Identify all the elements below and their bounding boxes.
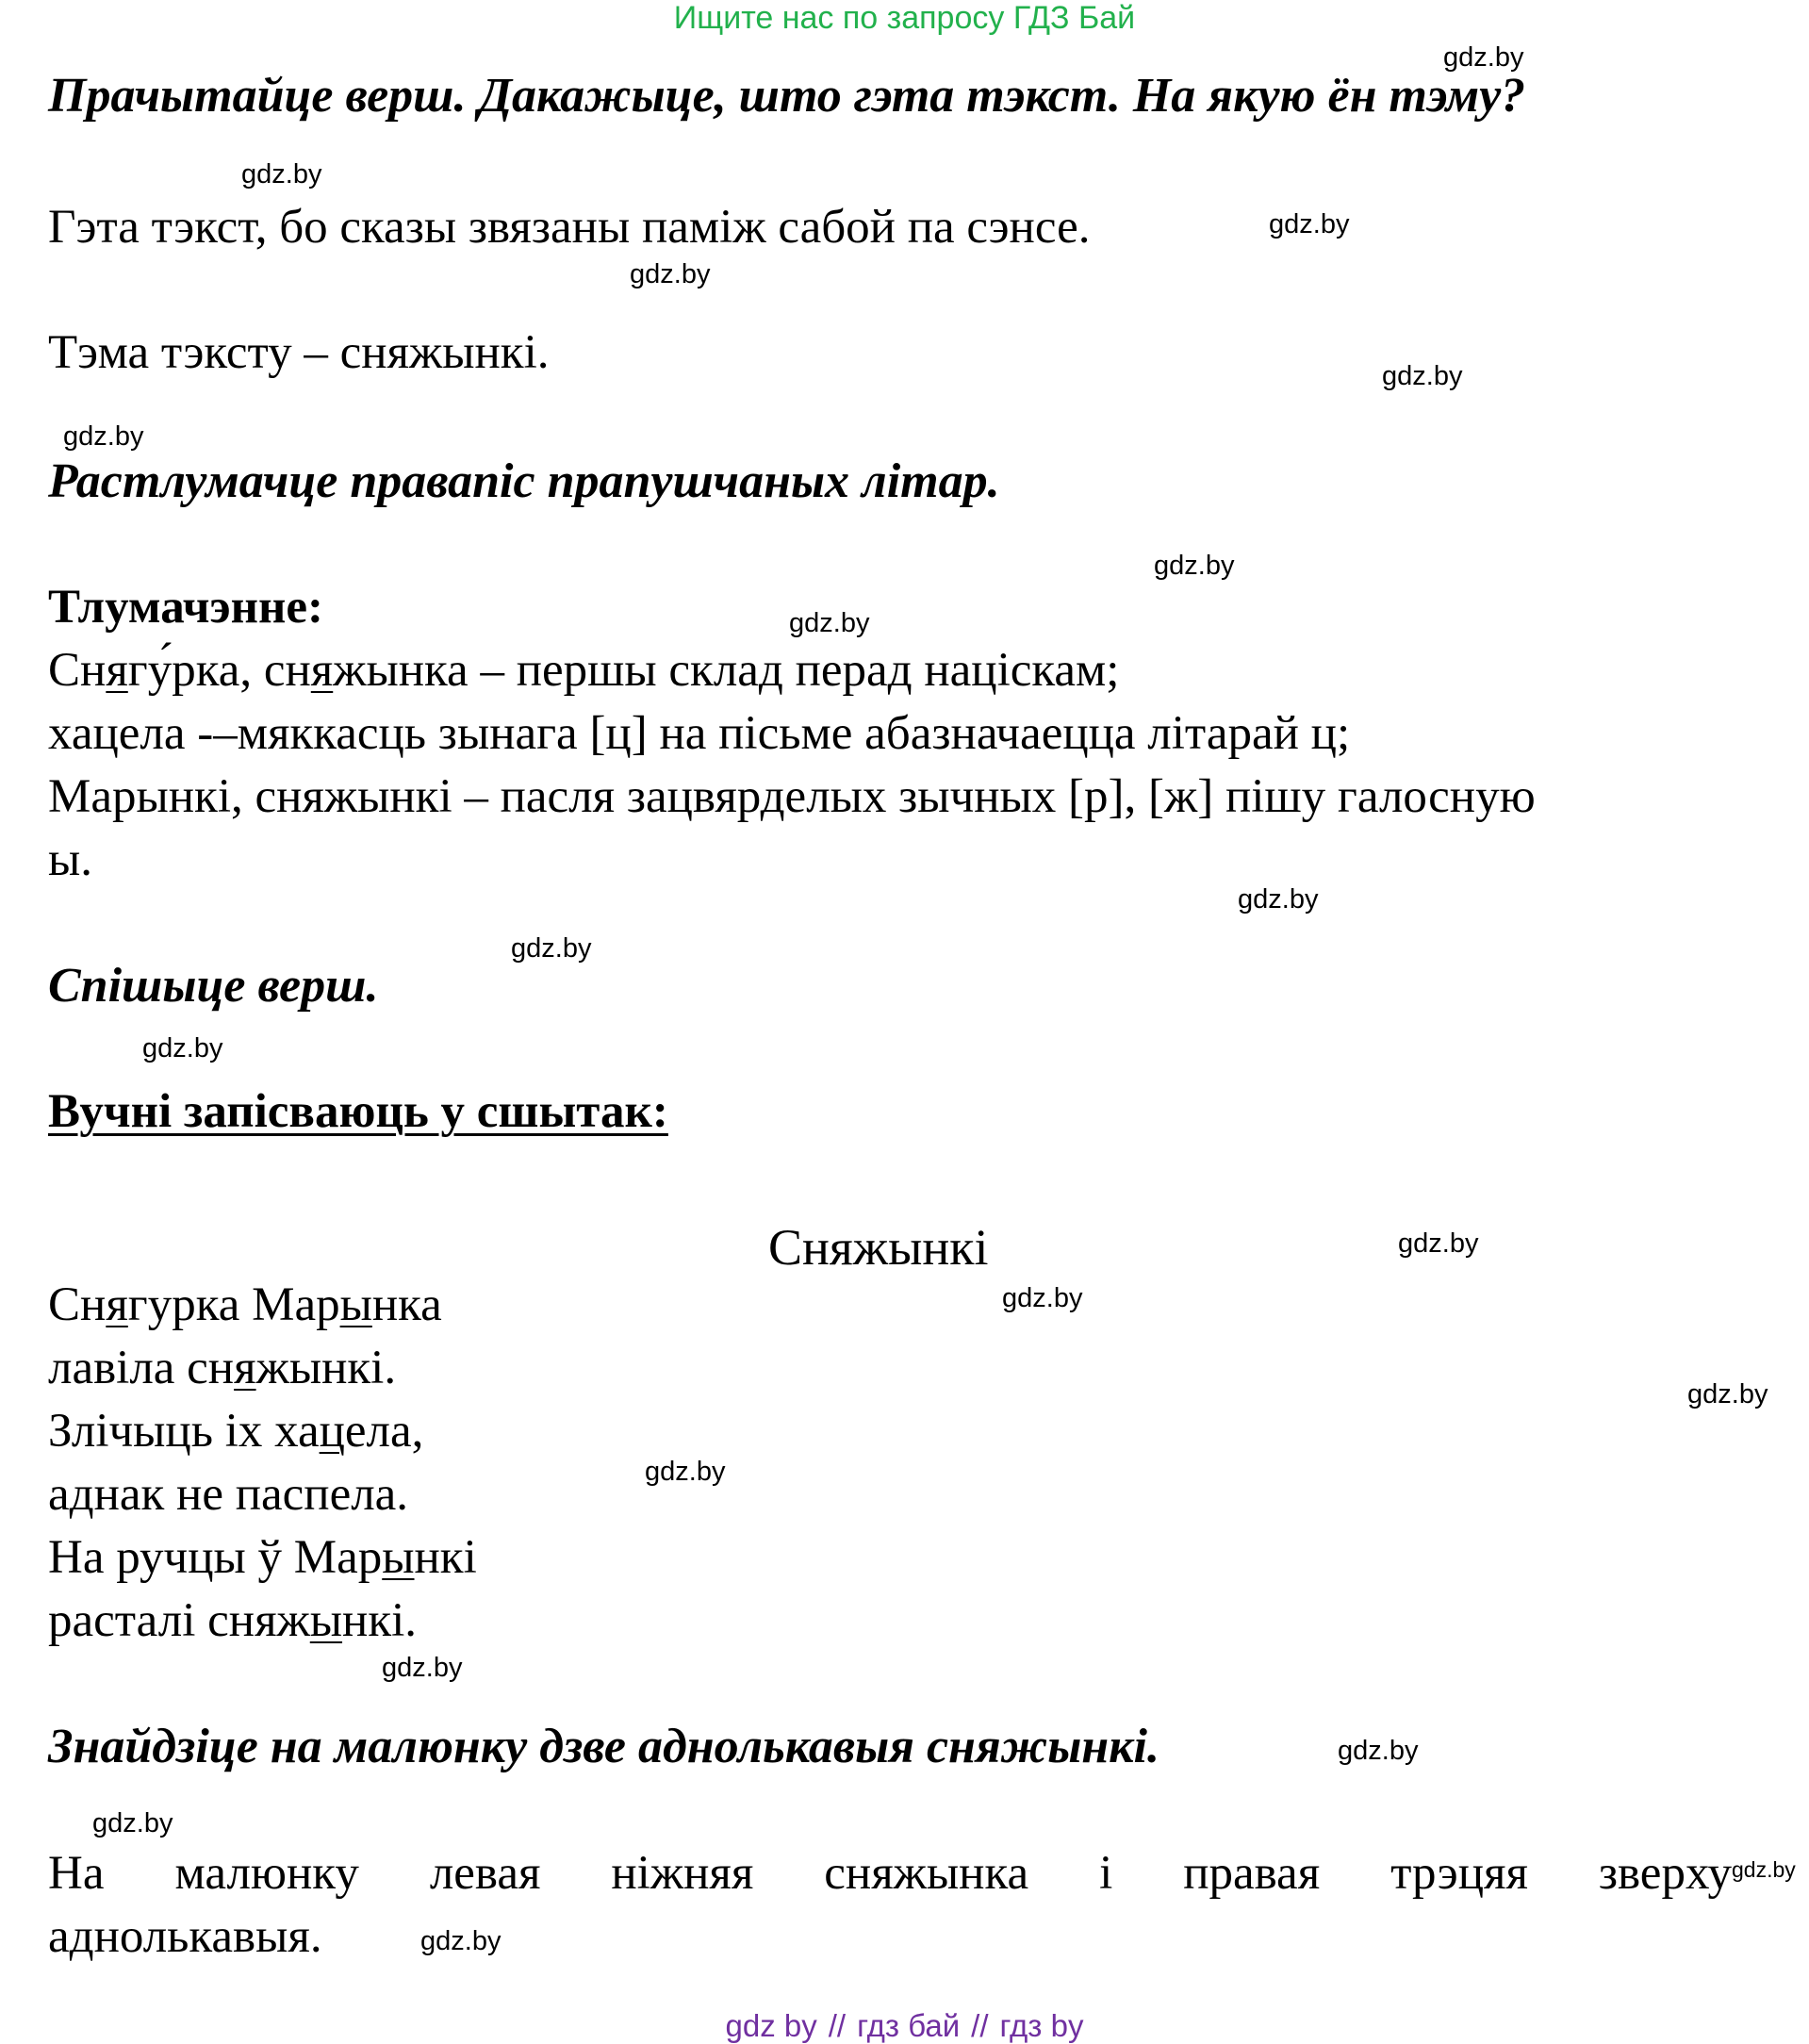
watermark: gdz.by xyxy=(1238,884,1319,915)
poem-line-2: лавіла сняжынкі. xyxy=(48,1342,397,1394)
watermark: gdz.by xyxy=(1269,209,1350,239)
explanation-line-3: Марынкі, сняжынкі – пасля зацвярделых зычных [р], [ж] пішу галосную xyxy=(48,770,1536,823)
top-banner: Ищите нас по запросу ГДЗ Бай xyxy=(673,0,1136,36)
explanation-line-1: Снягу́рка, сняжынка – першы склад перад націскам; xyxy=(48,644,1120,697)
answer-word: правая xyxy=(1183,1847,1321,1900)
answer-4-line-2: аднолькавыя. xyxy=(48,1910,322,1963)
poem-line-5: На ручцы ў Марынкі xyxy=(48,1531,477,1584)
watermark: gdz.by xyxy=(630,259,711,289)
answer-1-line-1: Гэта тэкст, бо сказы звязаны паміж сабой па сэнсе. xyxy=(48,201,1091,254)
watermark: gdz.by xyxy=(1687,1379,1768,1409)
footer-link-gdz-by-cyr[interactable]: гдз by xyxy=(999,2008,1084,2043)
watermark: gdz.by xyxy=(63,421,144,452)
watermark: gdz.by xyxy=(241,159,322,190)
answer-1-line-2: Тэма тэксту – сняжынкі. xyxy=(48,326,550,379)
footer-link-gdz-by[interactable]: gdz by xyxy=(725,2008,817,2043)
answer-word: ніжняя xyxy=(611,1847,754,1900)
answer-word: малюнку xyxy=(174,1847,359,1900)
answer-word: левая xyxy=(429,1847,541,1900)
watermark: gdz.by xyxy=(511,933,592,964)
poem-line-6: расталі сняжынкі. xyxy=(48,1594,418,1647)
answer-word: трэцяя xyxy=(1390,1847,1528,1900)
answer-word: і xyxy=(1099,1847,1113,1900)
answer-word: сняжынка xyxy=(824,1847,1029,1900)
watermark: gdz.by xyxy=(420,1926,502,1956)
watermark: gdz.by xyxy=(92,1808,173,1838)
watermark: gdz.by xyxy=(382,1653,463,1683)
watermark: gdz.by xyxy=(142,1033,223,1063)
watermark: gdz.by xyxy=(645,1457,726,1487)
notebook-label: Вучні запісваюць у сшытак: xyxy=(48,1085,668,1138)
explanation-label: Тлумачэнне: xyxy=(48,581,323,634)
watermark: gdz.by xyxy=(1338,1736,1419,1766)
question-2: Растлумачце правапіс прапушчаных літар. xyxy=(48,454,1000,508)
poem-line-4: аднак не паспела. xyxy=(48,1468,409,1521)
footer-separator: // xyxy=(828,2008,847,2043)
watermark: gdz.by xyxy=(1154,551,1235,581)
question-3: Спішыце верш. xyxy=(48,959,379,1013)
question-1: Прачытайце верш. Дакажыце, што гэта тэкст. На якую ён тэму? xyxy=(48,69,1526,123)
poem-line-3: Злічыць іх хацела, xyxy=(48,1405,424,1458)
question-4: Знайдзіце на малюнку дзве аднолькавыя сняжынкі. xyxy=(48,1720,1159,1773)
footer-separator: // xyxy=(971,2008,989,2043)
footer-link-gdz-bai[interactable]: гдз бай xyxy=(857,2008,961,2043)
footer-links xyxy=(0,2008,1809,2044)
watermark: gdz.by xyxy=(1002,1283,1083,1313)
answer-word: зверху xyxy=(1598,1847,1732,1900)
answer-4-line-1 xyxy=(48,1846,1732,1901)
poem-title: Сняжынкі xyxy=(768,1219,989,1276)
watermark: gdz.by xyxy=(789,608,870,638)
poem-line-1: Снягурка Марынка xyxy=(48,1278,442,1331)
answer-word: На xyxy=(48,1847,105,1900)
watermark: gdz.by xyxy=(1398,1228,1479,1259)
explanation-line-2: хацела -–мяккасць зынага [ц] на пісьме абазначаецца літарай ц; xyxy=(48,707,1351,760)
explanation-line-4: ы. xyxy=(48,833,93,886)
watermark: gdz.by xyxy=(1443,42,1524,73)
watermark: gdz.by xyxy=(1382,361,1463,391)
watermark: gdz.by xyxy=(1732,1857,1796,1882)
